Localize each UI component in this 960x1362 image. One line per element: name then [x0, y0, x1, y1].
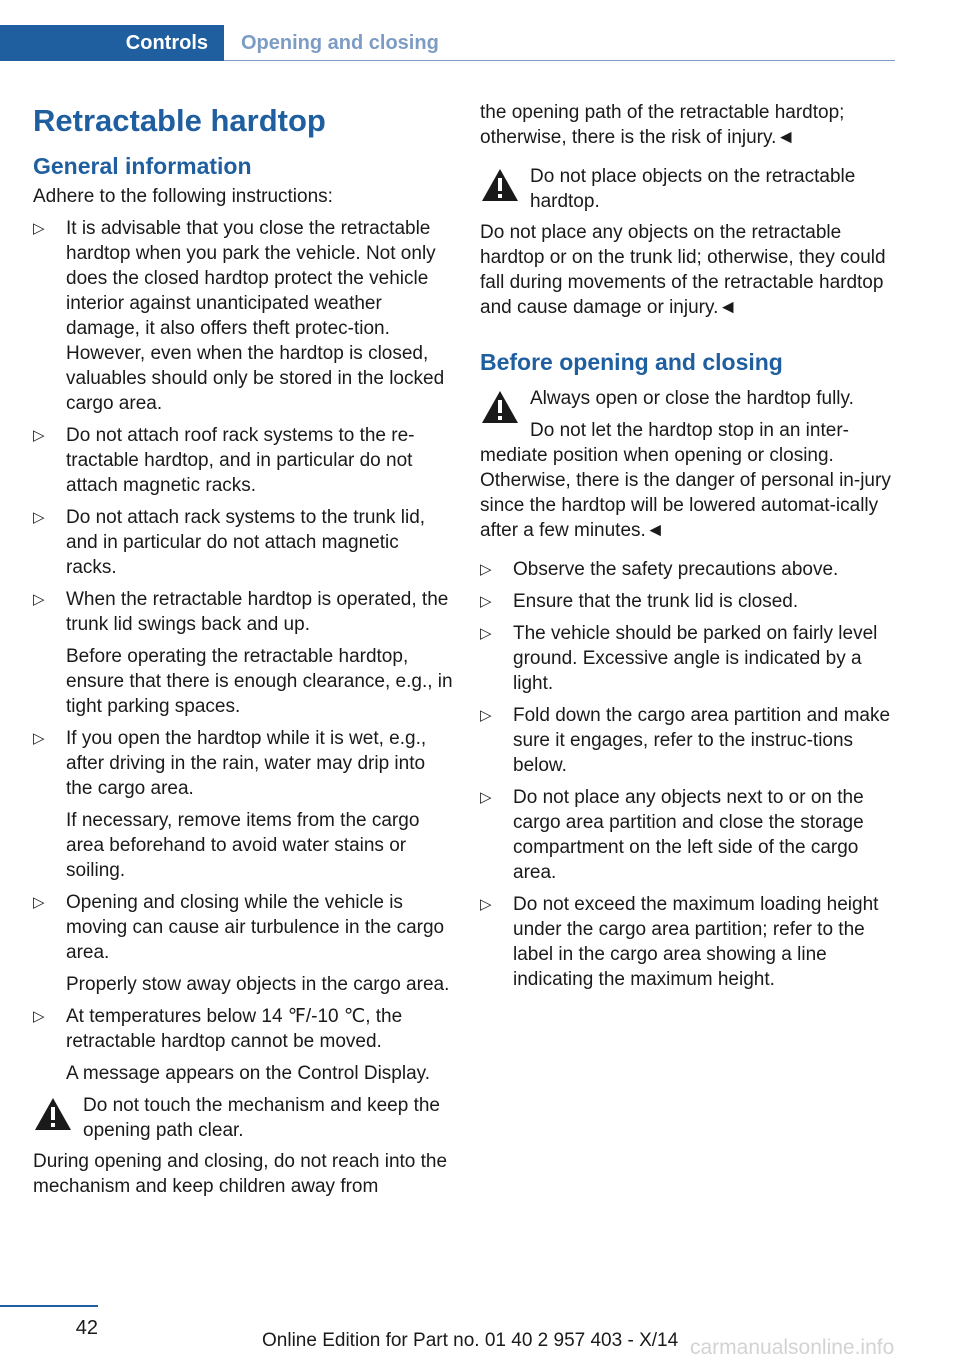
- bullet-arrow-icon: ▷: [480, 789, 492, 806]
- intro-text: Adhere to the following instructions:: [33, 186, 333, 207]
- warning-block-mechanism: [33, 1093, 453, 1143]
- warning-block-fully: [480, 386, 895, 411]
- section-heading-before-opening: Before opening and closing: [480, 349, 783, 375]
- list-item: [33, 423, 453, 498]
- list-item: [480, 621, 895, 696]
- list-item-text: If you open the hardtop while it is wet, e.g., after driving in the rain, water may drip into the cargo area.: [66, 728, 427, 799]
- page-header: [0, 25, 895, 61]
- list-item: [33, 587, 453, 719]
- list-item: [33, 505, 453, 580]
- list-item: [33, 216, 453, 416]
- list-item: [480, 589, 895, 614]
- list-item-text: At temperatures below 14 ℉/-10 ℃, the retractable hardtop cannot be moved.: [66, 1006, 403, 1052]
- warning-block-objects: [480, 164, 895, 214]
- watermark: carmanualsonline.info: [690, 1336, 895, 1359]
- list-item-text: When the retractable hardtop is operated, the trunk lid swings back and up.: [66, 589, 449, 635]
- warning-body: During opening and closing, do not reach into the mechanism and keep children away from: [33, 1151, 448, 1197]
- tab-controls[interactable]: Controls: [0, 25, 224, 61]
- list-item-subtext: Before operating the retractable hardtop, ensure that there is enough clearance, e.g., in tight parking spaces.: [66, 646, 453, 717]
- bullet-arrow-icon: ▷: [33, 591, 45, 608]
- warning-title: Do not place objects on the retractable hardtop.: [530, 166, 856, 212]
- warning-title: Always open or close the hardtop fully.: [530, 388, 854, 409]
- warning-body: Do not place any objects on the retractable hardtop or on the trunk lid; otherwise, they could fall during movements of the retractable hardtop and cause damage or injury.◄: [480, 222, 886, 318]
- edition-text: Online Edition for Part no. 01 40 2 957 403 - X/14: [262, 1330, 679, 1351]
- list-item-text: Do not place any objects next to or on the cargo area partition and close the storage compartment on the left side of the cargo area.: [513, 787, 864, 883]
- list-item-subtext: Properly stow away objects in the cargo area.: [66, 974, 450, 995]
- warning-title: Do not touch the mechanism and keep the opening path clear.: [83, 1095, 441, 1141]
- list-item: [480, 703, 895, 778]
- warning-triangle-icon: [480, 389, 520, 425]
- list-item-text: Do not attach roof rack systems to the re-tractable hardtop, and in particular do not attach magnetic racks.: [66, 425, 415, 496]
- list-item: [480, 557, 895, 582]
- bullet-arrow-icon: ▷: [33, 730, 45, 747]
- right-column: [480, 100, 895, 999]
- list-item: [33, 1004, 453, 1086]
- list-item: [33, 726, 453, 883]
- bullet-arrow-icon: ▷: [480, 593, 492, 610]
- warning-body: Do not let the hardtop stop in an inter-mediate position when opening or closing. Otherwise, there is the danger of personal in-jury since the hardtop will be lowered automat-ically after a few minutes.◄: [480, 420, 891, 541]
- bullet-arrow-icon: ▷: [33, 894, 45, 911]
- bullet-arrow-icon: ▷: [480, 561, 492, 578]
- list-item-subtext: If necessary, remove items from the cargo area beforehand to avoid water stains or soiling.: [66, 810, 420, 881]
- warning-triangle-icon: [33, 1096, 73, 1132]
- list-item-text: Opening and closing while the vehicle is moving can cause air turbulence in the cargo area.: [66, 892, 445, 963]
- bullet-arrow-icon: ▷: [33, 509, 45, 526]
- bullet-arrow-icon: ▷: [33, 427, 45, 444]
- list-item-text: Do not exceed the maximum loading height under the cargo area partition; refer to the label in the cargo area showing a line indicating the maximum height.: [513, 894, 879, 990]
- list-item: [480, 892, 895, 992]
- tab-opening-and-closing[interactable]: Opening and closing: [241, 32, 439, 54]
- instructions-list: [33, 216, 453, 1086]
- list-item-text: The vehicle should be parked on fairly level ground. Excessive angle is indicated by a light.: [513, 623, 878, 694]
- list-item: [480, 785, 895, 885]
- page-title: Retractable hardtop: [33, 103, 326, 138]
- preparation-list: [480, 557, 895, 992]
- page-number: 42: [75, 1317, 98, 1339]
- list-item-text: Ensure that the trunk lid is closed.: [513, 591, 799, 612]
- list-item-text: Do not attach rack systems to the trunk lid, and in particular do not attach magnetic racks.: [66, 507, 426, 578]
- list-item-text: Fold down the cargo area partition and make sure it engages, refer to the instruc-tions below.: [513, 705, 891, 776]
- bullet-arrow-icon: ▷: [33, 220, 45, 237]
- left-column: [33, 100, 453, 1206]
- list-item-text: It is advisable that you close the retractable hardtop when you park the vehicle. Not only does the closed hardtop protect the vehicle interior against unanticipated weather damage, it also offers theft protec-tion. However, even when the hardtop is closed, valuables should only be stored in the locked cargo area.: [66, 218, 445, 414]
- bullet-arrow-icon: ▷: [480, 896, 492, 913]
- list-item: [33, 890, 453, 997]
- bullet-arrow-icon: ▷: [480, 707, 492, 724]
- list-item-subtext: A message appears on the Control Display.: [66, 1063, 431, 1084]
- bullet-arrow-icon: ▷: [480, 625, 492, 642]
- bullet-arrow-icon: ▷: [33, 1008, 45, 1025]
- section-heading-general: General information: [33, 153, 252, 179]
- warning-triangle-icon: [480, 167, 520, 203]
- continued-text: the opening path of the retractable hardtop; otherwise, there is the risk of injury.◄: [480, 102, 845, 148]
- header-rule: [224, 60, 895, 61]
- list-item-text: Observe the safety precautions above.: [513, 559, 839, 580]
- footer-rule: [0, 1305, 98, 1307]
